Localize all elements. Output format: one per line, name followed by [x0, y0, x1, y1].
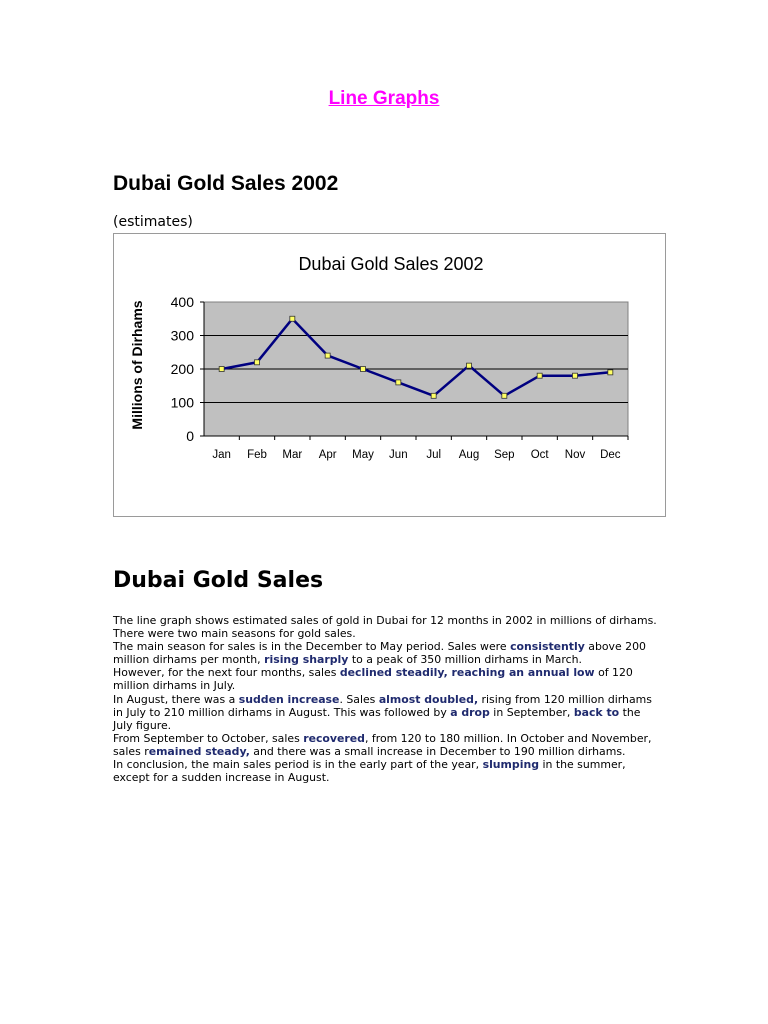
x-tick-label: May [352, 449, 374, 461]
x-tick-label: Sep [494, 449, 515, 461]
paragraph-conclusion: In conclusion, the main sales period is in the early part of the year, slumping in the summer, except for a sudden increase in August. [113, 758, 626, 785]
y-tick-label: 300 [170, 327, 194, 344]
data-point [219, 367, 224, 372]
essay-title: Dubai Gold Sales [113, 568, 324, 593]
x-tick-label: Apr [318, 449, 337, 461]
chart-title: Dubai Gold Sales 2002 [298, 254, 484, 274]
x-tick-label: Jun [389, 449, 408, 461]
chart-frame [113, 233, 666, 517]
y-tick-label: 100 [170, 394, 194, 411]
paragraph-main-season: The main season for sales is in the December to May period. Sales were consistently above 200 million dirhams per month, rising sharply to a peak of 350 million dirhams in March. [113, 640, 646, 667]
data-point [396, 380, 401, 385]
data-point [431, 393, 436, 398]
y-tick-label: 400 [170, 294, 194, 310]
section-title: Dubai Gold Sales 2002 [113, 172, 339, 195]
x-tick-label: Dec [600, 449, 621, 461]
paragraph-recovery: From September to October, sales recovered, from 120 to 180 million. In October and November, sales remained steady, and there was a small increase in December to 190 million dirhams. [113, 731, 652, 758]
y-tick-label: 0 [186, 428, 194, 444]
x-tick-label: Feb [247, 449, 267, 461]
data-point [608, 370, 613, 375]
y-axis-label: Millions of Dirhams [129, 300, 145, 430]
data-point [467, 363, 472, 368]
x-tick-label: Aug [458, 449, 480, 461]
x-tick-label: Nov [564, 449, 586, 461]
paragraph-august: In August, there was a sudden increase. Sales almost doubled, rising from 120 million dirhams in July to 210 million dirhams in August. This was followed by a drop in September, back to the July figure. [113, 692, 652, 732]
estimates-note: (estimates) [113, 214, 193, 230]
data-point [502, 393, 507, 398]
paragraph-decline: However, for the next four months, sales declined steadily, reaching an annual low of 120 million dirhams in July. [113, 666, 633, 693]
data-point [361, 367, 366, 372]
data-point [255, 360, 260, 365]
line-chart [114, 234, 667, 518]
paragraph-intro: The line graph shows estimated sales of gold in Dubai for 12 months in 2002 in millions of dirhams. There were two main seasons for gold sales. [113, 614, 657, 641]
x-tick-label: Mar [282, 449, 303, 461]
page-heading[interactable]: Line Graphs [328, 88, 440, 109]
essay-body [113, 614, 658, 784]
y-tick-label: 200 [170, 361, 194, 377]
x-tick-label: Jul [426, 449, 442, 461]
x-tick-label: Jan [212, 449, 231, 461]
x-tick-label: Oct [530, 449, 549, 461]
data-point [573, 373, 578, 378]
data-point [290, 316, 295, 321]
data-point [325, 353, 330, 358]
data-point [537, 373, 542, 378]
